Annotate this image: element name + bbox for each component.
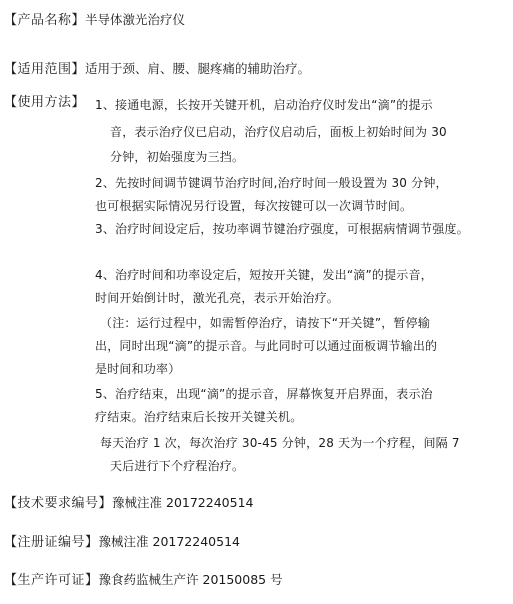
- scope-label: 【适用范围】: [4, 62, 86, 77]
- usage-line: 疗结束。治疗结束后长按开关键关机。: [95, 410, 303, 424]
- usage-line: 时间开始倒计时，激光孔亮，表示开始治疗。: [95, 291, 340, 305]
- usage-line: 1、接通电源，长按开关键开机，启动治疗仪时发出“滴”的提示: [95, 98, 433, 112]
- usage-line: 分钟，初始强度为三挡。: [110, 150, 245, 164]
- prod-license-row: [4, 572, 283, 589]
- tech-req-value: 豫械注准 20172240514: [112, 495, 254, 510]
- usage-line: 5、治疗结束，出现“滴”的提示音，屏幕恢复开启界面，表示治: [95, 387, 433, 401]
- usage-line: 3、治疗时间设定后，按功率调节键治疗强度，可根据病情调节强度。: [95, 222, 469, 236]
- usage-line: 也可根据实际情况另行设置，每次按键可以一次调节时间。: [95, 199, 413, 213]
- product-name-value: 半导体激光治疗仪: [85, 12, 186, 27]
- reg-cert-label: 【注册证编号】: [4, 535, 99, 550]
- usage-row: [4, 95, 85, 111]
- usage-line: 每天治疗 1 次，每次治疗 30-45 分钟，28 天为一个疗程，间隔 7: [100, 436, 460, 450]
- reg-cert-row: [4, 534, 240, 551]
- prod-license-value: 豫食药监械生产许 20150085 号: [98, 572, 283, 587]
- reg-cert-value: 豫械注准 20172240514: [98, 534, 240, 549]
- usage-line: 天后进行下个疗程治疗。: [110, 459, 245, 473]
- usage-note-line: 出，同时出现“滴”的提示音。与此同时可以通过面板调节输出的: [95, 339, 438, 353]
- prod-license-label: 【生产许可证】: [4, 573, 99, 588]
- usage-label: 【使用方法】: [4, 95, 86, 110]
- usage-line: 2、先按时间调节键调节治疗时间,治疗时间一般设置为 30 分钟，: [95, 176, 448, 190]
- scope-row: [4, 61, 310, 78]
- usage-note-line: 是时间和功率）: [95, 362, 181, 376]
- tech-req-label: 【技术要求编号】: [4, 496, 113, 511]
- usage-note-line: （注：运行过程中，如需暂停治疗，请按下“开关键”，暂停输: [100, 316, 431, 330]
- tech-req-row: [4, 495, 253, 512]
- product-name-label: 【产品名称】: [4, 13, 86, 28]
- usage-line: 音，表示治疗仪已启动，治疗仪启动后，面板上初始时间为 30: [110, 125, 447, 139]
- usage-line: 4、治疗时间和功率设定后，短按开关键，发出“滴”的提示音，: [95, 268, 433, 282]
- product-name-row: [4, 12, 185, 29]
- scope-value: 适用于颈、肩、腰、腿疼痛的辅助治疗。: [85, 61, 311, 76]
